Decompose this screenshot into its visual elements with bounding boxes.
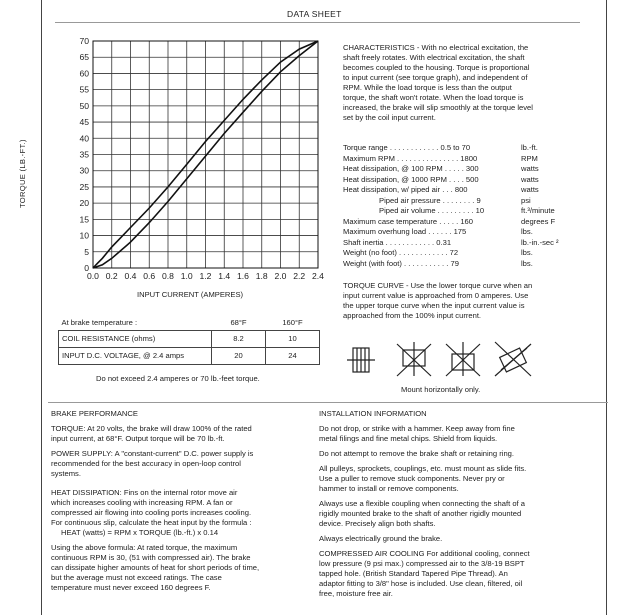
spec-label: Heat dissipation, @ 100 RPM . . . . . 300 — [343, 164, 479, 173]
section-divider — [48, 402, 608, 403]
characteristics-title: CHARACTERISTICS — [343, 43, 415, 52]
installation-line: low pressure (9 psi max.) compressed air to the 3/8-19 BSPT — [319, 559, 525, 568]
characteristics-line: shaft freely rotates. With electrical excitation, the shaft — [343, 53, 525, 62]
spec-row — [343, 164, 573, 175]
spec-label: Torque range . . . . . . . . . . . . 0.5 to 70 — [343, 143, 471, 152]
installation-line: metal filings and fine metal chips. Shield from liquids. — [319, 434, 498, 443]
example-paragraph-line: temperature must never exceed 160 degrees F. — [51, 583, 211, 592]
installation-line: All pulleys, sprockets, couplings, etc. must mount as slide fits. — [319, 464, 527, 473]
x-tick-label: 2.2 — [293, 271, 306, 281]
installation-line: Do not attempt to remove the brake shaft or retaining ring. — [319, 449, 515, 458]
x-tick-label: 0.4 — [124, 271, 137, 281]
heat-paragraph-line: compressed air flowing into cooling ports increases cooling. — [51, 508, 252, 517]
installation-line: adaptor fitting to 3/8" hose is included. Use clean, filtered, oil — [319, 579, 523, 588]
heat-paragraph-line: HEAT DISSIPATION: Fins on the internal rotor move air — [51, 488, 238, 497]
installation-line: free, moisture free air. — [319, 589, 393, 598]
spec-unit: lb.-in.-sec ² — [521, 237, 559, 247]
y-tick-label: 10 — [79, 230, 89, 241]
spec-label: Piped air pressure . . . . . . . . 9 — [379, 195, 481, 205]
vertical-mount-down-prohibited-icon — [397, 342, 431, 376]
y-tick-label: 60 — [79, 68, 89, 79]
heat-formula: HEAT (watts) = RPM x TORQUE (lb.-ft.) x 0.14 — [61, 528, 219, 537]
table-cell: INPUT D.C. VOLTAGE, @ 2.4 amps — [59, 347, 212, 364]
x-axis-label: INPUT CURRENT (AMPERES) — [137, 290, 244, 299]
x-tick-label: 1.8 — [255, 271, 268, 281]
installation-line: Do not drop, or strike with a hammer. Keep away from fine — [319, 424, 515, 433]
y-tick-label: 55 — [79, 84, 89, 95]
header-rule — [55, 22, 580, 23]
spec-unit: lbs. — [521, 258, 533, 268]
torque-curve-line: approached from the 100% input current. — [343, 311, 482, 320]
heat-paragraph-line: For continuous slip, calculate the heat input by the formula : — [51, 518, 252, 527]
characteristics-line: to input current (see torque graph), and independent of — [343, 73, 528, 82]
x-tick-label: 0.6 — [143, 271, 156, 281]
characteristics-line: set by the coil input current. — [343, 113, 436, 122]
x-tick-label: 0.2 — [105, 271, 118, 281]
spec-row — [343, 227, 573, 238]
table-header-label: At brake temperature : — [61, 318, 138, 328]
brake-performance-title: BRAKE PERFORMANCE — [51, 409, 138, 418]
x-tick-label: 0.0 — [87, 271, 99, 281]
characteristics-line: torque, the shaft won't rotate. When the load torque is — [343, 93, 524, 102]
spec-label: Maximum case temperature . . . . . 160 — [343, 216, 473, 226]
spec-row — [343, 248, 573, 259]
spec-unit: degrees F — [521, 216, 556, 226]
spec-unit: RPM — [521, 153, 538, 163]
x-tick-label: 1.4 — [218, 271, 231, 281]
table-header-col-1: 68°F — [230, 318, 247, 328]
torque-paragraph-line: TORQUE: At 20 volts, the brake will draw 100% of the rated — [51, 424, 252, 433]
characteristics-line: increased, the brake will slip smoothly at the torque level — [343, 103, 533, 112]
example-paragraph-line: but the average must not exceed ratings. The case — [51, 573, 222, 582]
installation-section — [319, 409, 569, 599]
x-tick-label: 1.0 — [180, 271, 193, 281]
x-tick-label: 2.4 — [312, 271, 324, 281]
installation-line: hammer to install or remove components. — [319, 484, 459, 493]
table-cell: COIL RESISTANCE (ohms) — [59, 330, 212, 347]
spec-row — [343, 196, 573, 207]
x-tick-label: 1.2 — [199, 271, 212, 281]
brake-performance-section — [51, 409, 303, 593]
torque-curve-title: TORQUE CURVE — [343, 281, 404, 290]
example-paragraph-line: can dissipate higher amounts of heat for short periods of time, — [51, 563, 260, 572]
power-paragraph-line: recommended for the best accuracy in open-loop control — [51, 459, 241, 468]
angled-mount-prohibited-icon — [495, 342, 531, 376]
spec-label: Maximum RPM . . . . . . . . . . . . . . . 1800 — [343, 153, 478, 163]
spec-unit: ft.³/minute — [521, 206, 555, 215]
spec-row — [343, 154, 573, 165]
y-tick-label: 50 — [79, 100, 89, 111]
spec-row — [343, 259, 573, 270]
torque-paragraph-line: input current, at 68°F. Output torque will be 70 lb.-ft. — [51, 434, 225, 443]
y-tick-label: 20 — [79, 198, 89, 209]
table-row — [59, 347, 320, 364]
y-tick-label: 35 — [79, 149, 89, 160]
installation-line: device. Precisely align both shafts. — [319, 519, 436, 528]
characteristics-line: becomes coupled to the housing. Torque is proportional — [343, 63, 530, 72]
x-tick-label: 0.8 — [162, 271, 174, 281]
spec-unit: watts — [521, 185, 539, 194]
characteristics-line: RPM. While the load torque is less than the output — [343, 83, 512, 92]
x-tick-label: 1.6 — [237, 271, 249, 281]
characteristics-line-1: CHARACTERISTICS - With no electrical excitation, the — [343, 43, 529, 52]
spec-row — [343, 217, 573, 228]
y-tick-label: 70 — [79, 36, 89, 46]
y-tick-label: 25 — [79, 181, 89, 192]
spec-row — [343, 238, 573, 249]
coil-table — [58, 316, 320, 365]
y-tick-label: 0 — [84, 263, 89, 273]
spec-unit: watts — [521, 164, 539, 173]
x-tick-label: 2.0 — [274, 271, 287, 281]
table-row — [59, 330, 320, 347]
torque-chart — [60, 30, 335, 288]
heat-paragraph-line: which increases cooling with increasing RPM. A fan or — [51, 498, 233, 507]
spec-label: Maximum overhung load . . . . . . 175 — [343, 227, 467, 236]
installation-line: Always use a flexible coupling when connecting the shaft of a — [319, 499, 526, 508]
page-title: DATA SHEET — [287, 9, 342, 19]
installation-title: INSTALLATION INFORMATION — [319, 409, 427, 418]
mount-note: Mount horizontally only. — [401, 385, 481, 394]
spec-row — [343, 175, 573, 186]
mount-orientation-icons — [345, 340, 545, 382]
table-cell: 20 — [212, 347, 266, 364]
installation-line: COMPRESSED AIR COOLING For additional cooling, connect — [319, 549, 530, 558]
example-paragraph-line: continuous RPM is 30, (51 with compressed air). The brake — [51, 553, 251, 562]
spec-label: Shaft inertia . . . . . . . . . . . . 0.31 — [343, 237, 452, 247]
installation-line: Use a puller to remove stuck components. Never pry or — [319, 474, 505, 483]
table-note: Do not exceed 2.4 amperes or 70 lb.-feet torque. — [96, 374, 260, 383]
example-paragraph-line: Using the above formula: At rated torque, the maximum — [51, 543, 238, 552]
table-cell: 24 — [266, 347, 320, 364]
spec-unit: lb.-ft. — [521, 143, 538, 152]
torque-curve-line: the upper torque curve when the input current value is — [343, 301, 525, 310]
spec-unit: lbs. — [521, 248, 533, 257]
horizontal-mount-icon — [347, 348, 375, 372]
y-tick-label: 30 — [79, 165, 89, 176]
power-paragraph-line: POWER SUPPLY: A "constant-current" D.C. power supply is — [51, 449, 254, 458]
spec-list — [343, 143, 573, 269]
installation-line: Always electrically ground the brake. — [319, 534, 443, 543]
torque-curve-block: TORQUE CURVE - Use the lower torque curve when an input current value is approached from 0 amperes. Use the upper torque curve when the input current value is approached from the 100% input current. — [343, 281, 561, 321]
spec-label: Heat dissipation, @ 1000 RPM . . . . 500 — [343, 174, 479, 184]
installation-line: rigidly mounted brake to the shaft of another rigidly mounted — [319, 509, 522, 518]
spec-label: Weight (with foot) . . . . . . . . . . . 79 — [343, 258, 459, 268]
y-axis-label: TORQUE (LB.-FT.) — [18, 139, 27, 208]
spec-label: Weight (no foot) . . . . . . . . . . . . 72 — [343, 248, 459, 257]
table-cell: 8.2 — [212, 330, 266, 347]
y-tick-label: 5 — [84, 246, 89, 257]
y-tick-label: 15 — [79, 214, 89, 225]
y-tick-label: 65 — [79, 52, 89, 63]
torque-curve-line: input current value is approached from 0 amperes. Use — [343, 291, 529, 300]
table-header-col-2: 160°F — [282, 318, 303, 328]
table-header-row — [59, 316, 320, 330]
power-paragraph-line: systems. — [51, 469, 81, 478]
spec-unit: psi — [521, 195, 531, 205]
spec-row — [343, 185, 573, 196]
spec-row — [343, 143, 573, 154]
y-tick-label: 45 — [79, 117, 89, 128]
installation-line: tapped hole. (British Standard Tapered Pipe Thread). An — [319, 569, 508, 578]
y-tick-label: 40 — [79, 133, 89, 144]
spec-unit: watts — [521, 174, 539, 184]
characteristics-block — [343, 43, 561, 123]
spec-row — [343, 206, 573, 217]
table-cell: 10 — [266, 330, 320, 347]
spec-label: Piped air volume . . . . . . . . . 10 — [379, 206, 485, 215]
spec-unit: lbs. — [521, 227, 533, 236]
spec-label: Heat dissipation, w/ piped air . . . 800 — [343, 185, 468, 194]
vertical-mount-up-prohibited-icon — [446, 342, 480, 376]
